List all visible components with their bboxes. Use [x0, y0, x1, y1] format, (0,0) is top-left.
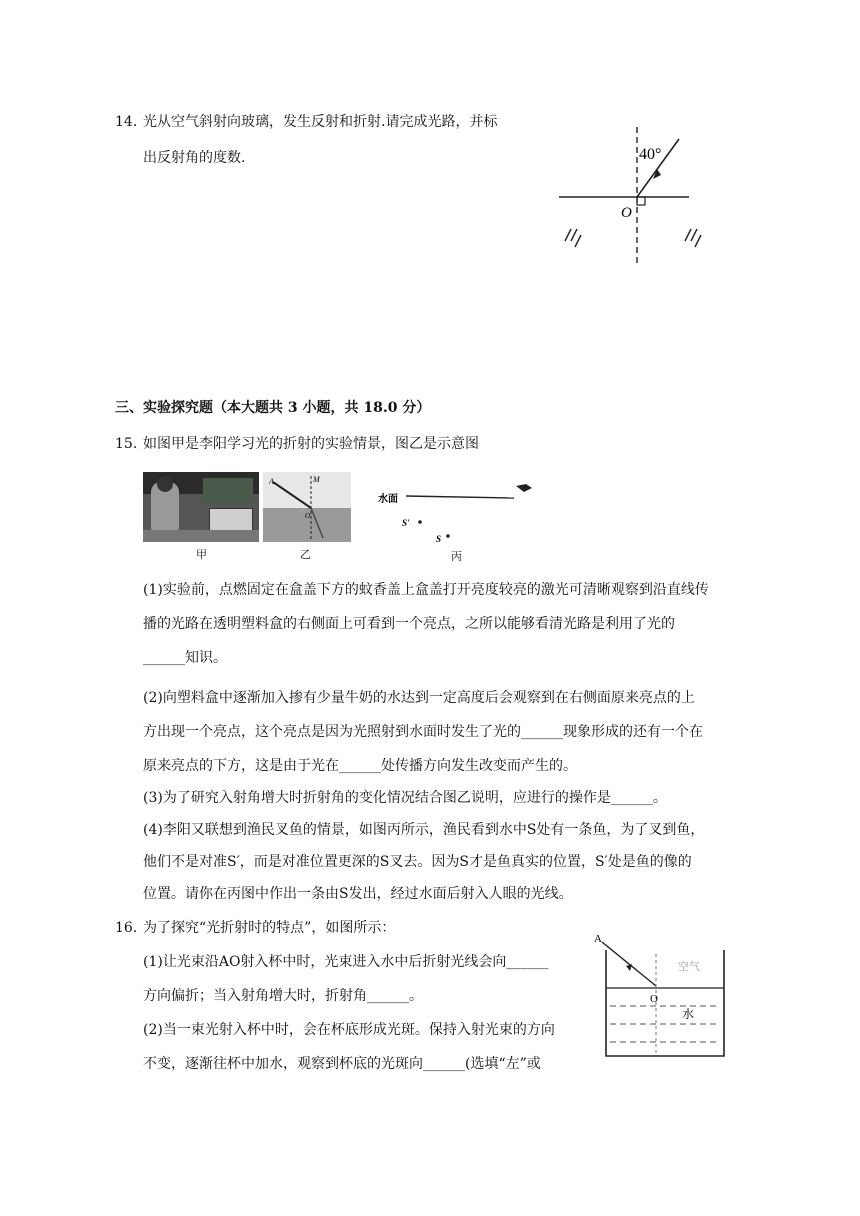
- eye-icon: [516, 484, 532, 492]
- question-number: 14.: [115, 114, 138, 130]
- question-text: 光从空气斜射向玻璃，发生反射和折射.请完成光路，并标: [143, 114, 498, 130]
- water-surface-line: [406, 496, 514, 498]
- refraction-lines: [263, 472, 351, 542]
- figure-caption: 甲: [196, 548, 207, 561]
- paragraph-line: 位置。请你在丙图中作出一条由S发出，经过水面后射入人眼的光线。: [143, 886, 573, 902]
- paragraph-line: (2)向塑料盒中逐渐加入掺有少量牛奶的水达到一定高度后会观察到在右侧面原来亮点的上: [143, 690, 695, 706]
- section-title: 三、实验探究题（本大题共 3 小题，共 18.0 分）: [115, 400, 431, 416]
- paragraph-line: 原来亮点的下方，这是由于光在______处传播方向发生改变而产生的。: [143, 758, 577, 774]
- paragraph-line: 不变，逐渐往杯中加水，观察到杯底的光斑向______(选填“左”或: [143, 1056, 541, 1072]
- svg-text:S': S': [402, 518, 410, 528]
- cup-diagram: [592, 926, 742, 1066]
- paragraph-line: 他们不是对准S′，而是对准位置更深的S叉去。因为S才是鱼真实的位置，S′处是鱼的像的: [143, 854, 692, 870]
- svg-text:空气: 空气: [678, 960, 700, 973]
- arrow-icon: [626, 964, 632, 971]
- svg-text:O: O: [650, 993, 658, 1005]
- paragraph-line: (4)李阳又联想到渔民叉鱼的情景，如图丙所示，渔民看到水中S处有一条鱼，为了叉到鱼，: [143, 822, 705, 838]
- question-text: 为了探究“光折射时的特点”，如图所示：: [143, 920, 396, 936]
- question-text: 如图甲是李阳学习光的折射的实验情景，图乙是示意图: [143, 436, 479, 452]
- paragraph-line: 播的光路在透明塑料盒的右侧面上可看到一个亮点，之所以能够看清光路是利用了光的: [143, 616, 675, 632]
- experiment-photo: [143, 472, 259, 542]
- question-text: 出反射角的度数.: [143, 150, 246, 166]
- paragraph-line: ______知识。: [143, 650, 227, 666]
- figure-caption: 丙: [451, 550, 462, 563]
- point-label: O: [621, 205, 632, 221]
- paragraph-line: 方出现一个亮点，这个亮点是因为光照射到水面时发生了光的______现象形成的还有一个在: [143, 724, 703, 740]
- svg-text:S: S: [436, 534, 442, 544]
- reflection-diagram: [555, 125, 695, 265]
- paragraph-line: (1)让光束沿AO射入杯中时，光束进入水中后折射光线会向______: [143, 954, 549, 970]
- question-number: 15.: [115, 436, 138, 452]
- svg-text:A: A: [594, 933, 602, 945]
- question-number: 16.: [115, 920, 138, 936]
- glass-hatch: [565, 229, 701, 247]
- cup-outline: [606, 950, 724, 1056]
- paragraph-line: 方向偏折；当入射角增大时，折射角______。: [143, 988, 423, 1004]
- fishing-diagram: [378, 478, 538, 548]
- paragraph-line: (1)实验前，点燃固定在盒盖下方的蚊香盖上盒盖打开亮度较亮的激光可清晰观察到沿直线传: [143, 582, 709, 598]
- figure-caption: 乙: [300, 548, 311, 561]
- water-surface-label: 水面: [378, 494, 398, 505]
- paragraph-line: (2)当一束光射入杯中时，会在杯底形成光斑。保持入射光束的方向: [143, 1022, 555, 1038]
- svg-text:O: O: [305, 512, 311, 520]
- right-angle-mark: [637, 197, 645, 205]
- svg-text:A: A: [269, 477, 274, 486]
- svg-text:水: 水: [682, 1007, 695, 1021]
- svg-text:M: M: [313, 475, 320, 484]
- paragraph-line: (3)为了研究入射角增大时折射角的变化情况结合图乙说明，应进行的操作是______。: [143, 790, 667, 806]
- angle-label: 40°: [639, 146, 662, 163]
